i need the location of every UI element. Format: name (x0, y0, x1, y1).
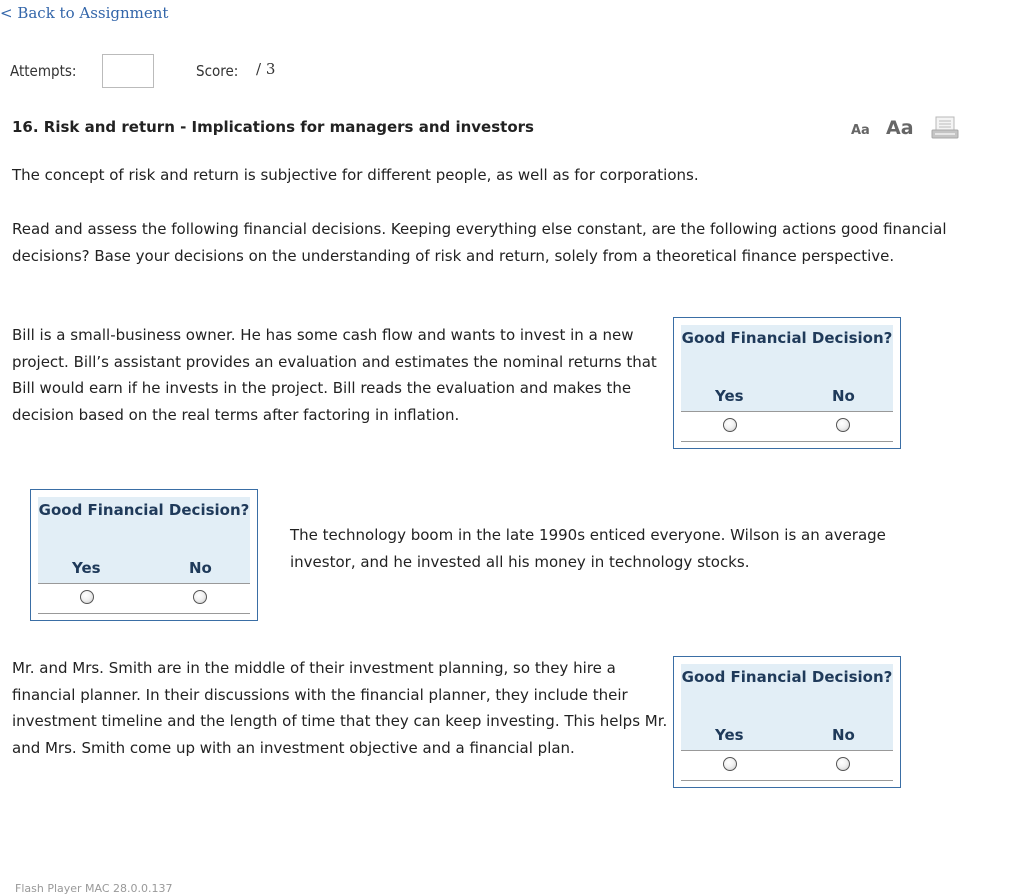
decision-heading: Good Financial Decision? (681, 325, 893, 382)
no-label: No (189, 559, 212, 577)
score-value: / 3 (256, 60, 276, 78)
decision-heading: Good Financial Decision? (681, 664, 893, 721)
question-title: 16. Risk and return - Implications for managers and investors (12, 118, 534, 136)
increase-font-button[interactable]: Aa (886, 117, 914, 139)
score-label: Score: (196, 62, 239, 80)
back-to-assignment-link[interactable]: < Back to Assignment (0, 4, 169, 22)
attempts-label: Attempts: (10, 62, 77, 80)
yes-radio[interactable] (723, 418, 737, 432)
scenario-1-text: Bill is a small-business owner. He has some cash flow and wants to invest in a new project. Bill’s assistant provides an evaluation and estimates the nominal returns that Bill would earn if he invests in the project. Bill reads the evaluation and makes the decision based on the real terms after factoring in inflation. (12, 326, 657, 424)
intro-text: The concept of risk and return is subjective for different people, as well as for corporations. (12, 166, 699, 184)
scenario-2-text: The technology boom in the late 1990s enticed everyone. Wilson is an average investor, and he invested all his money in technology stocks. (290, 526, 886, 571)
no-radio[interactable] (836, 757, 850, 771)
instructions-text: Read and assess the following financial decisions. Keeping everything else constant, are the following actions good financial decisions? Base your decisions on the understanding of risk and return, solely from a theoretical finance perspective. (12, 220, 947, 265)
yes-radio[interactable] (723, 757, 737, 771)
yes-label: Yes (72, 559, 101, 577)
radio-row (681, 411, 893, 442)
no-radio[interactable] (836, 418, 850, 432)
no-label: No (832, 726, 855, 744)
option-header-row (38, 553, 250, 584)
yes-label: Yes (715, 387, 744, 405)
decision-table-1 (673, 317, 901, 449)
attempts-field (102, 54, 154, 88)
option-header-row (681, 381, 893, 412)
no-radio[interactable] (193, 590, 207, 604)
decision-table-3 (673, 656, 901, 788)
decision-table-2 (30, 489, 258, 621)
radio-row (38, 583, 250, 614)
decision-heading: Good Financial Decision? (38, 497, 250, 554)
scenario-3-text: Mr. and Mrs. Smith are in the middle of their investment planning, so they hire a financial planner. In their discussions with the financial planner, they include their investment timeline and the length of time that they can keep investing. This helps Mr. and Mrs. Smith come up with an investment objective and a financial plan. (12, 659, 668, 757)
option-header-row (681, 720, 893, 751)
yes-label: Yes (715, 726, 744, 744)
no-label: No (832, 387, 855, 405)
flash-version-text: Flash Player MAC 28.0.0.137 (15, 882, 173, 895)
decrease-font-button[interactable]: Aa (851, 123, 870, 138)
radio-row (681, 750, 893, 781)
yes-radio[interactable] (80, 590, 94, 604)
print-icon[interactable] (930, 116, 960, 140)
